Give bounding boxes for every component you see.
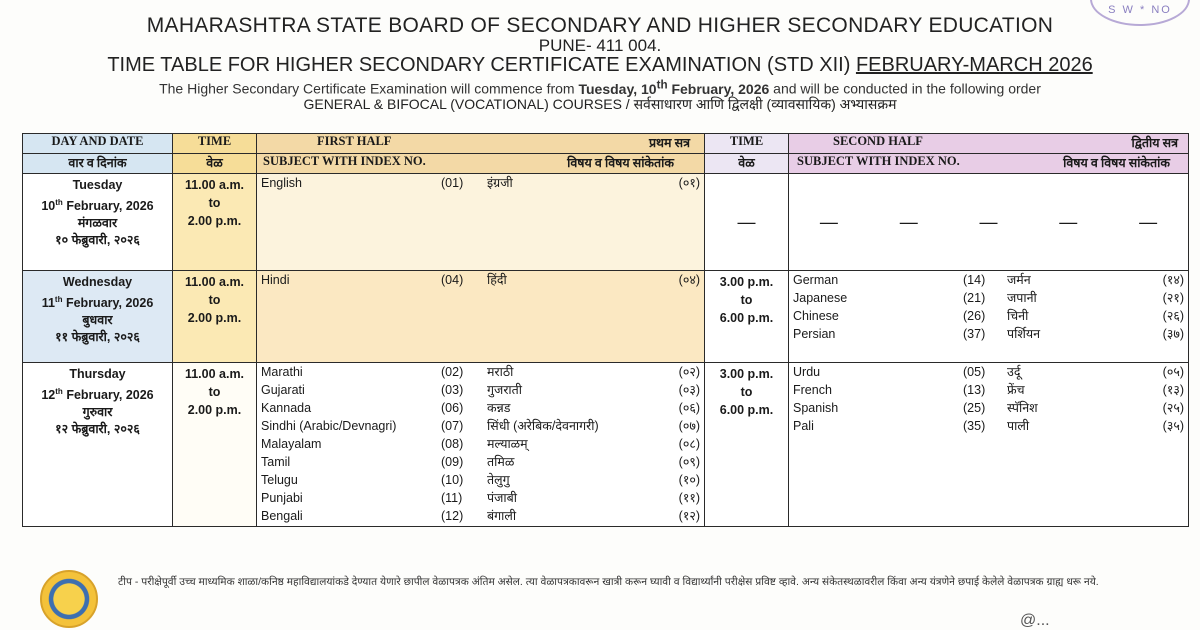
- subject-index: (13): [963, 383, 986, 397]
- col-first-half: [257, 134, 705, 154]
- subject-mr: सिंधी (अरेबिक/देवनागरी): [487, 419, 599, 433]
- second-half-mr: द्वितीय सत्र: [1131, 136, 1178, 150]
- subject-index: (14): [963, 273, 986, 287]
- subject-index-mr: (०६): [678, 401, 700, 415]
- time-cell: [173, 271, 257, 363]
- subject-mr: कन्नड: [487, 401, 511, 415]
- list-item: [257, 381, 704, 399]
- subject-index: (11): [441, 491, 463, 505]
- subject-en: Gujarati: [261, 383, 305, 397]
- table-row: [23, 174, 1189, 271]
- courses-line: GENERAL & BIFOCAL (VOCATIONAL) COURSES / सर्वसाधारण आणि द्विलक्षी (व्यावसायिक) अभ्यासक्रम: [303, 96, 897, 112]
- second-sub-en: SUBJECT WITH INDEX NO.: [797, 154, 960, 168]
- subject-index-mr: (०८): [678, 437, 700, 451]
- subject-mr: इंग्रजी: [487, 176, 513, 190]
- time-cell: [173, 363, 257, 527]
- subject-en: Telugu: [261, 473, 298, 487]
- day-num: 12: [41, 388, 56, 403]
- subject-index-mr: (३५): [1162, 419, 1184, 433]
- first-half-cell: [257, 174, 705, 271]
- time2-from: 3.00 p.m.: [719, 275, 774, 289]
- day-month: February, 2026: [66, 388, 154, 403]
- second-half-cell: [789, 174, 1189, 271]
- board-name: MAHARASHTRA STATE BOARD OF SECONDARY AND HIGHER SECONDARY EDUCATION: [146, 14, 1054, 37]
- subject-index: (37): [963, 327, 986, 341]
- subject-mr: हिंदी: [487, 273, 507, 287]
- subject-index-mr: (०७): [678, 419, 700, 433]
- day-date-mr: १० फेब्रुवारी, २०२६: [55, 233, 140, 248]
- dash: —: [1059, 212, 1078, 232]
- subject-en: Tamil: [261, 455, 291, 469]
- time-end: 2.00 p.m.: [187, 214, 242, 228]
- title-period: FEBRUARY-MARCH 2026: [855, 54, 1093, 76]
- col-day-en: DAY AND DATE: [23, 134, 173, 154]
- col-second-half: [789, 134, 1189, 154]
- time-to: to: [208, 385, 221, 399]
- day-name: Wednesday: [62, 275, 133, 289]
- first-half-cell: [257, 271, 705, 363]
- day-sup: th: [55, 198, 63, 207]
- subject-en: Malayalam: [261, 437, 322, 451]
- day-date-mr: १२ फेब्रुवारी, २०२६: [55, 422, 140, 437]
- time-from: 11.00 a.m.: [184, 178, 245, 192]
- day-name: Thursday: [69, 367, 126, 381]
- list-item: [257, 453, 704, 471]
- time-from: 11.00 a.m.: [184, 275, 245, 289]
- subject-mr: स्पॅनिश: [1007, 401, 1038, 415]
- subject-index: (07): [441, 419, 464, 433]
- subject-index: (12): [441, 509, 464, 523]
- subject-index-mr: (३७): [1162, 327, 1184, 341]
- day-cell: [23, 271, 173, 363]
- dash: —: [819, 212, 838, 232]
- board-address: PUNE- 411 004.: [538, 36, 662, 55]
- subject-en: Japanese: [793, 291, 848, 305]
- subject-en: English: [261, 176, 302, 190]
- subject-index-mr: (०३): [678, 383, 700, 397]
- time2-to: to: [740, 385, 753, 399]
- day-date-mr: ११ फेब्रुवारी, २०२६: [55, 330, 140, 345]
- day-sup: th: [55, 387, 63, 396]
- subject-mr: गुजराती: [487, 383, 523, 397]
- subject-index: (10): [441, 473, 464, 487]
- time2-end: 6.00 p.m.: [719, 311, 774, 325]
- subject-en: Hindi: [261, 273, 290, 287]
- day-name-mr: मंगळवार: [77, 216, 118, 231]
- second-half-cell: [789, 271, 1189, 363]
- subject-index-mr: (०९): [678, 455, 700, 469]
- time-to: to: [208, 196, 221, 210]
- subject-en: Sindhi (Arabic/Devnagri): [261, 419, 397, 433]
- first-half-mr: प्रथम सत्र: [648, 136, 690, 150]
- day-num: 11: [41, 296, 55, 311]
- first-half-cell: [257, 363, 705, 527]
- second-half-en: SECOND HALF: [833, 134, 923, 148]
- timetable: [22, 133, 1189, 527]
- subject-index-mr: (०१): [678, 176, 700, 190]
- dash: —: [899, 212, 918, 232]
- board-emblem-seal: [40, 570, 98, 628]
- first-sub-en: SUBJECT WITH INDEX NO.: [263, 154, 426, 168]
- day-num: 10: [41, 199, 56, 214]
- time-from: 11.00 a.m.: [184, 367, 245, 381]
- subject-index: (25): [963, 401, 986, 415]
- subject-en: French: [793, 383, 832, 397]
- time-end: 2.00 p.m.: [187, 311, 242, 325]
- time2-to: to: [740, 293, 753, 307]
- list-item: [257, 435, 704, 453]
- subject-mr: मराठी: [487, 365, 514, 379]
- subject-en: Punjabi: [261, 491, 303, 505]
- subject-mr: मल्याळम्: [487, 437, 528, 451]
- subject-index: (06): [441, 401, 464, 415]
- list-item: [789, 417, 1188, 435]
- subject-index-mr: (०२): [678, 365, 700, 379]
- subject-index: (35): [963, 419, 986, 433]
- day-date: [23, 383, 172, 404]
- col-time2-en: TIME: [705, 134, 789, 154]
- subject-index-mr: (२६): [1162, 309, 1184, 323]
- day-date: [23, 194, 172, 215]
- day-name-mr: गुरुवार: [82, 405, 113, 420]
- list-item: [257, 507, 704, 525]
- time-end: 2.00 p.m.: [187, 403, 242, 417]
- list-item: [257, 174, 704, 192]
- subject-mr: तेलुगु: [487, 473, 510, 487]
- subject-en: Bengali: [261, 509, 303, 523]
- subject-mr: जपानी: [1007, 291, 1037, 305]
- day-cell: [23, 174, 173, 271]
- signature: @...: [1020, 612, 1050, 629]
- page-title: [0, 54, 1200, 77]
- time2-cell: [705, 363, 789, 527]
- subject-index: (08): [441, 437, 464, 451]
- subject-en: Persian: [793, 327, 836, 341]
- list-item: [257, 363, 704, 381]
- time2-cell: —: [705, 174, 789, 271]
- col-first-sub: [257, 154, 705, 174]
- intro-date-a: Tuesday, 10: [578, 80, 657, 97]
- list-item: [789, 363, 1188, 381]
- subject-mr: फ्रेंच: [1007, 383, 1025, 397]
- subject-mr: जर्मन: [1007, 273, 1031, 287]
- subject-mr: उर्दू: [1007, 365, 1021, 379]
- title-prefix: TIME TABLE FOR HIGHER SECONDARY CERTIFICATE EXAMINATION (STD XII): [107, 54, 851, 76]
- subject-index: (26): [963, 309, 986, 323]
- second-sub-mr: विषय व विषय सांकेतांक: [1063, 156, 1170, 170]
- subject-index: (01): [441, 176, 464, 190]
- subject-en: Kannada: [261, 401, 312, 415]
- subject-en: Pali: [793, 419, 814, 433]
- first-sub-mr: विषय व विषय सांकेतांक: [567, 156, 674, 170]
- table-row: [23, 363, 1189, 527]
- subject-index-mr: (०५): [1162, 365, 1184, 379]
- list-item: [789, 289, 1188, 307]
- subject-en: Urdu: [793, 365, 821, 379]
- subject-index-mr: (२१): [1162, 291, 1184, 305]
- list-item: [789, 381, 1188, 399]
- list-item: [789, 271, 1188, 289]
- intro-a: The Higher Secondary Certificate Examination will commence from: [159, 80, 575, 97]
- subject-mr: पर्शियन: [1007, 327, 1041, 341]
- subject-index-mr: (१०): [678, 473, 700, 487]
- list-item: [257, 489, 704, 507]
- first-half-en: FIRST HALF: [317, 134, 392, 148]
- second-half-cell: [789, 363, 1189, 527]
- list-item: [789, 399, 1188, 417]
- subject-index-mr: (२५): [1162, 401, 1184, 415]
- board-seal-top: S W * NO: [1090, 0, 1190, 26]
- subject-mr: पाली: [1007, 419, 1030, 433]
- day-date: [23, 291, 172, 312]
- time2-end: 6.00 p.m.: [719, 403, 774, 417]
- day-name-mr: बुधवार: [82, 313, 113, 328]
- time2-cell: [705, 271, 789, 363]
- subject-index: (02): [441, 365, 464, 379]
- col-second-sub: [789, 154, 1189, 174]
- col-day-mr: वार व दिनांक: [23, 154, 173, 174]
- dash: —: [979, 212, 998, 232]
- footnote: टीप - परीक्षेपूर्वी उच्च माध्यमिक शाळा/कनिष्ठ महाविद्यालयांकडे देण्यात येणारे छापील वेळापत्रक अंतिम असेल. त्या वेळापत्रकावरून खात्री करून घ्यावी व विद्यार्थ्यांनी परीक्षेस प्रविष्ट व्हावे. अन्य संकेतस्थळावरील किंवा अन्य यंत्रणेने छपाई केलेले वेळापत्रक ग्राह्य धरू नये.: [118, 576, 1099, 588]
- subject-index-mr: (१३): [1162, 383, 1184, 397]
- list-item: [257, 399, 704, 417]
- intro-date-b: February, 2026: [671, 80, 770, 97]
- subject-en: Marathi: [261, 365, 303, 379]
- subject-index: (21): [963, 291, 986, 305]
- col-time-en: TIME: [173, 134, 257, 154]
- day-sup: th: [54, 295, 63, 304]
- subject-mr: चिनी: [1007, 309, 1029, 323]
- subject-en: Spanish: [793, 401, 839, 415]
- intro-sup: th: [656, 78, 668, 91]
- subject-mr: तमिळ: [487, 455, 515, 469]
- day-name: Tuesday: [72, 178, 123, 192]
- subject-index-mr: (०४): [678, 273, 700, 287]
- list-item: [789, 325, 1188, 343]
- subject-index-mr: (१४): [1162, 273, 1184, 287]
- subject-index: (04): [441, 273, 464, 287]
- subject-index: (09): [441, 455, 464, 469]
- time2-from: 3.00 p.m.: [719, 367, 774, 381]
- subject-en: German: [793, 273, 839, 287]
- time-cell: [173, 174, 257, 271]
- dash: —: [1139, 212, 1158, 232]
- subject-index: (05): [963, 365, 986, 379]
- list-item: [257, 417, 704, 435]
- list-item: [257, 271, 704, 289]
- table-row: [23, 271, 1189, 363]
- intro-line: [0, 78, 1200, 97]
- subject-index: (03): [441, 383, 464, 397]
- col-time-mr: वेळ: [173, 154, 257, 174]
- day-month: February, 2026: [65, 296, 154, 311]
- subject-mr: पंजाबी: [487, 491, 517, 505]
- day-cell: [23, 363, 173, 527]
- list-item: [257, 471, 704, 489]
- subject-index-mr: (११): [678, 491, 700, 505]
- col-time2-mr: वेळ: [705, 154, 789, 174]
- day-month: February, 2026: [66, 199, 154, 214]
- subject-index-mr: (१२): [678, 509, 700, 523]
- subject-mr: बंगाली: [487, 509, 517, 523]
- intro-b: and will be conducted in the following order: [773, 80, 1041, 97]
- subject-en: Chinese: [793, 309, 839, 323]
- list-item: [789, 307, 1188, 325]
- time-to: to: [208, 293, 221, 307]
